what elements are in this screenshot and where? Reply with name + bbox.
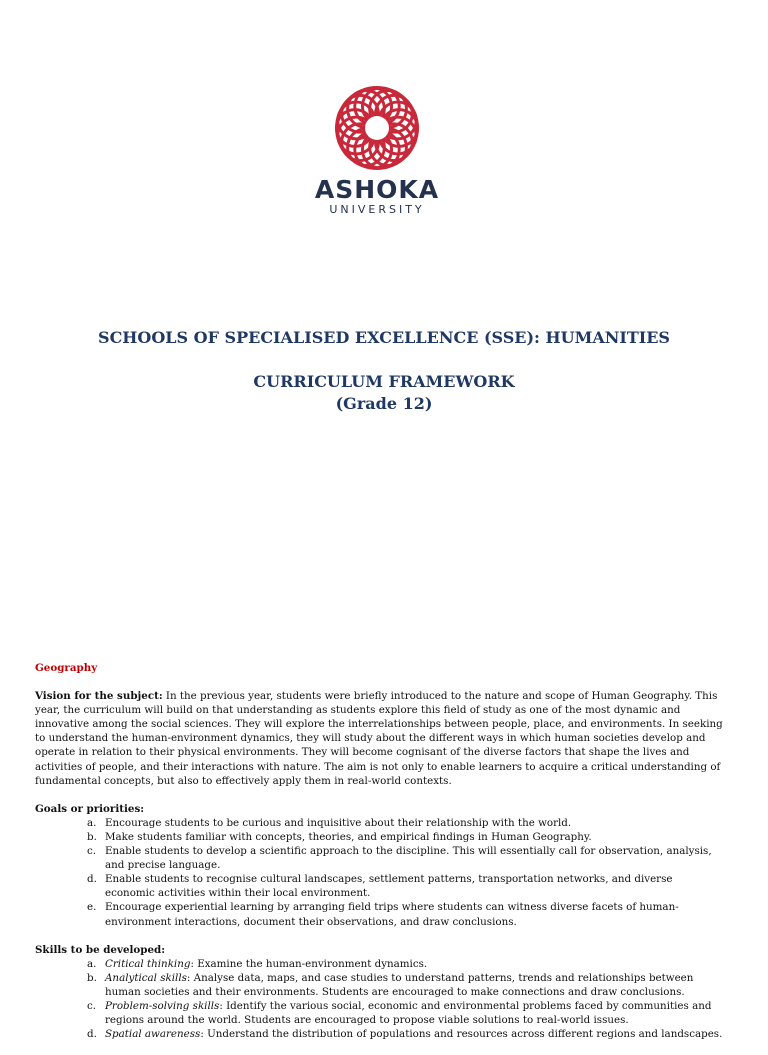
vision-text: In the previous year, students were briefly introduced to the nature and scope of Human Geography. This year, the curriculum will build on that understanding as students explore this field of study as one of the most dynamic and innovative among the social sciences. They will explore the interrelationships between people, place, and environments. In seeking to understand the human-environment dynamics, they will study about the different ways in which human societies develop and operate in relation to their physical environments. They will become cognisant of the diverse factors that shape the lives and activities of people, and their interactions with nature. The aim is not only to enable learners to acquire a critical understanding of fundamental concepts, but also to effectively apply them in real-world contexts. xyxy=(35,690,723,787)
goal-item xyxy=(87,830,725,844)
document-body xyxy=(35,661,725,1055)
skill-term: Problem-solving skills xyxy=(105,999,220,1012)
goal-item xyxy=(87,872,725,900)
skills-list xyxy=(35,957,725,1042)
ashoka-logo xyxy=(312,82,442,222)
skill-marker: d. xyxy=(87,1028,97,1041)
skill-term: Spatial awareness xyxy=(105,1028,201,1041)
goal-item xyxy=(87,900,725,928)
goals-heading: Goals or priorities: xyxy=(35,802,145,815)
goal-marker: e. xyxy=(87,901,97,914)
skill-marker: b. xyxy=(87,971,97,984)
logo-wordmark: ASHOKA xyxy=(314,175,440,204)
skill-term: Analytical skills xyxy=(105,971,187,984)
vision-label: Vision for the subject: xyxy=(35,690,163,703)
skill-text: : Understand the distribution of populations and resources across different regions and landscapes. xyxy=(200,1028,723,1041)
goal-text: Enable students to develop a scientific approach to the discipline. This will essentially call for observation, analysis, and precise language. xyxy=(105,845,712,872)
goal-marker: a. xyxy=(87,816,97,829)
goal-marker: c. xyxy=(87,845,97,858)
logo-subtitle: UNIVERSITY xyxy=(329,203,425,216)
document-subtitle: CURRICULUM FRAMEWORK xyxy=(253,372,515,391)
skill-item xyxy=(87,957,725,971)
goal-marker: b. xyxy=(87,830,97,843)
section-heading: Geography xyxy=(35,662,98,674)
goal-text: Make students familiar with concepts, theories, and empirical findings in Human Geography. xyxy=(105,830,592,843)
goals-list xyxy=(35,816,725,929)
skill-marker: c. xyxy=(87,999,97,1012)
goal-text: Enable students to recognise cultural landscapes, settlement patterns, transportation networks, and diverse economic activities within their local environment. xyxy=(105,873,673,900)
skill-text: : Identify the various social, economic and environmental problems faced by communities and regions around the world. Students are encouraged to propose viable solutions to real-world issues. xyxy=(105,999,712,1027)
skill-item xyxy=(87,1027,725,1041)
skill-item xyxy=(87,999,725,1027)
vision-paragraph xyxy=(35,689,725,788)
goal-marker: d. xyxy=(87,873,97,886)
grade-label: (Grade 12) xyxy=(335,394,433,413)
goal-item xyxy=(87,844,725,872)
goal-text: Encourage experiential learning by arranging field trips where students can witness diverse facets of human-environment interactions, document their observations, and draw conclusions. xyxy=(105,901,679,928)
goal-text: Encourage students to be curious and inquisitive about their relationship with the world. xyxy=(105,816,572,829)
skill-item xyxy=(87,971,725,999)
goal-item xyxy=(87,816,725,830)
document-title: SCHOOLS OF SPECIALISED EXCELLENCE (SSE): HUMANITIES xyxy=(98,328,670,347)
skill-marker: a. xyxy=(87,957,97,970)
ashoka-emblem-icon xyxy=(331,82,423,174)
skills-heading: Skills to be developed: xyxy=(35,943,166,956)
skill-term: Critical thinking xyxy=(105,957,191,970)
skill-text: : Examine the human-environment dynamics. xyxy=(190,957,428,970)
skill-text: : Analyse data, maps, and case studies to understand patterns, trends and relationships between human societies and their environments. Students are encouraged to make connections and draw conclusions. xyxy=(105,971,694,998)
